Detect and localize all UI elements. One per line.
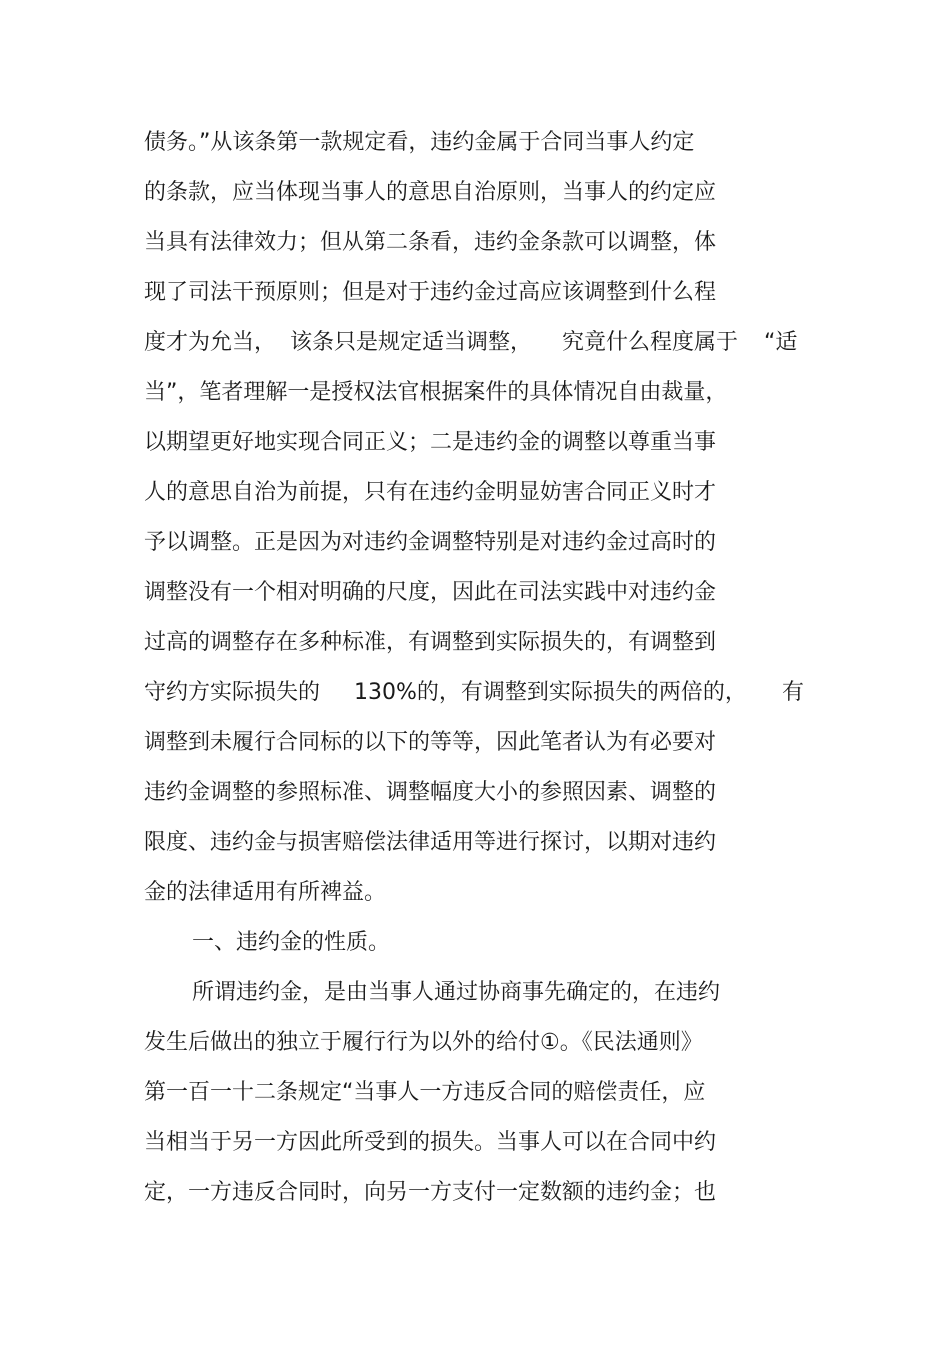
text-line: 当具有法律效力；但从第二条看，违约金条款可以调整，体: [144, 230, 717, 255]
text-line: 债务。”从该条第一款规定看，违约金属于合同当事人约定: [144, 130, 695, 155]
text-line: 以期望更好地实现合同正义；二是违约金的调整以尊重当事: [144, 430, 717, 455]
text-segment: 130%的，有调整到实际损失的两倍的，: [354, 680, 747, 705]
text-line: 当”，笔者理解一是授权法官根据案件的具体情况自由裁量，: [144, 380, 728, 405]
text-line: 发生后做出的独立于履行行为以外的给付①。《民法通则》: [144, 1030, 703, 1055]
text-line: 调整没有一个相对明确的尺度，因此在司法实践中对违约金: [144, 580, 717, 605]
text-line: 限度、违约金与损害赔偿法律适用等进行探讨，以期对违约: [144, 830, 717, 855]
text-line: 的条款，应当体现当事人的意思自治原则，当事人的约定应: [144, 180, 717, 205]
text-line: 当相当于另一方因此所受到的损失。当事人可以在合同中约: [144, 1130, 717, 1155]
text-line: 人的意思自治为前提，只有在违约金明显妨害合同正义时才: [144, 480, 717, 505]
text-segment: “适: [764, 330, 798, 355]
text-segment: 守约方实际损失的: [144, 680, 321, 705]
text-line: 现了司法干预原则；但是对于违约金过高应该调整到什么程: [144, 280, 717, 305]
text-line: 调整到未履行合同标的以下的等等，因此笔者认为有必要对: [144, 730, 717, 755]
text-segment: 有: [782, 680, 805, 705]
text-line: 过高的调整存在多种标准，有调整到实际损失的，有调整到: [144, 630, 717, 655]
section-heading: 一、违约金的性质。: [192, 930, 391, 955]
text-segment: 该条只是规定适当调整，: [290, 330, 533, 355]
text-line: 予以调整。正是因为对违约金调整特别是对违约金过高时的: [144, 530, 717, 555]
text-line: 第一百一十二条规定“当事人一方违反合同的赔偿责任，应: [144, 1080, 706, 1105]
text-line: 金的法律适用有所裨益。: [144, 880, 387, 905]
text-line: 定，一方违反合同时，向另一方支付一定数额的违约金；也: [144, 1180, 717, 1205]
text-segment: 究竟什么程度属于: [562, 330, 739, 355]
text-line: 所谓违约金，是由当事人通过协商事先确定的，在违约: [192, 980, 721, 1005]
text-line: 违约金调整的参照标准、调整幅度大小的参照因素、调整的: [144, 780, 717, 805]
text-segment: 度才为允当，: [144, 330, 277, 355]
